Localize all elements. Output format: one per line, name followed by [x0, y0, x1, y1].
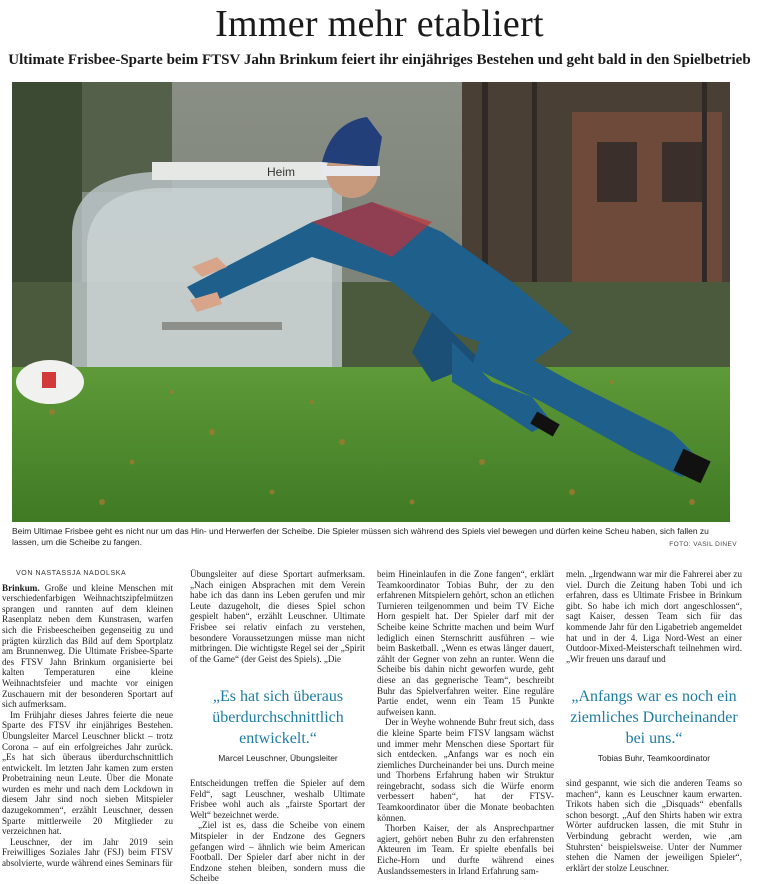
paragraph: Thorben Kaiser, der als Ansprechpartner agiert, gehört neben Buhr zu den erfahrensten Akteuren im Team. Er spielte ebenfalls bei Eiche-Horn und durfte während eines Auslandssemesters in Irland Erfahrung sam-	[377, 823, 554, 876]
paragraph: Entscheidungen treffen die Spieler auf dem Feld“, sagt Leuschner, weshalb Ultimate Frisbee wohl auch als „fairste Sportart der Welt“ bezeichnet werde.	[190, 778, 365, 820]
dateline: Brinkum.	[2, 582, 40, 593]
article-column-3	[377, 569, 554, 876]
photo-caption: Beim Ultimae Frisbee geht es nicht nur um das Hin- und Herwerfen der Scheibe. Die Spieler müssen sich während des Spiels viel bewegen und dürfen keine Scheu haben, sich fallen zu lassen, um die Scheibe zu fangen.	[12, 526, 709, 547]
paragraph: „Ziel ist es, dass die Scheibe von einem Mitspieler in der Endzone des Gegners gefangen wird – ähnlich wie beim American Football. Der Spieler darf aber nicht in der Endzone stehen bleiben, sondern muss die Scheibe	[190, 820, 365, 884]
article-column-4-bottom	[566, 778, 742, 873]
article-column-2-bottom	[190, 778, 365, 884]
pull-quote-2	[566, 686, 742, 763]
paragraph: meln. „Irgendwann war mir die Fahrerei aber zu viel. Durch die Zeitung haben Tobi und ich erfahren, dass es Ultimate Frisbee in Brinkum gibt. So habe ich mich dort angeschlossen“, sagt Kaiser, dessen Team sich für das kommende Jahr für den Ligabetrieb angemeldet hat und in der 4. Liga Nord-West an einer Outdoor-Mixed-Meisterschaft teilnehmen wird. „Wir freuen uns darauf und	[566, 569, 742, 664]
dugout-sign: Heim	[267, 165, 296, 179]
paragraph: beim Hineinlaufen in die Zone fangen“, erklärt Teamkoordinator Tobias Buhr, der zu den erfahrenen Mitspielern gehört, schon an etlichen Turnieren teilgenommen und beim TV Eiche Horn gespielt hat. Der Spieler darf mit der Scheibe keine Schritte machen und beim Wurf lediglich einen Sternschritt ausführen – wie beim Basketball. „Wenn es etwas länger dauert, zählt der Gegner von zehn an runter. Wenn die Scheibe bis dahin nicht geworfen wurde, geht diese an das gegnerische Team“, beschreibt Buhr das Spielverfahren weiter. Eine reguläre Partie endet, wenn ein Team 15 Punkte aufweisen kann.	[377, 569, 554, 717]
photo-credit: FOTO: VASIL DINEV	[669, 541, 737, 548]
pull-quote-text: „Anfangs war es noch ein ziemliches Durcheinander bei uns.“	[570, 688, 738, 747]
article-column-1	[2, 569, 173, 869]
paragraph: Im Frühjahr dieses Jahres feierte die neue Sparte des FTSV ihr einjähriges Bestehen. Übungsleiter Marcel Leuschner blickt – trotz Corona – auf ein erfolgreiches Jahr zurück. „Es hat sich überaus überdurchschnittlich entwickelt. Im letzten Jahr kamen zum ersten Probetraining neun Leute. Über die Monate wurden es mehr und nach dem Lockdown in diesem Jahr sind noch sieben Mitspieler dazugekommen“, erzählt Leuschner, dessen Sparte mittlerweile 20 Mitglieder zu verzeichnen hat.	[2, 709, 173, 837]
pull-quote-attribution: Marcel Leuschner, Übungsleiter	[218, 753, 338, 763]
paragraph: Der in Weyhe wohnende Buhr freut sich, dass die kleine Sparte beim FTSV langsam wächst und immer mehr Menschen diese Sportart für sich entdecken. „Anfangs war es noch ein ziemliches Durcheinander bei uns. Durch meine und Thorbens Erfahrung haben wir Struktur reingebracht, sodass sich die Würfe enorm verbessert haben“, hat der FTSV-Teamkoordinator über die Monate beobachten können.	[377, 717, 554, 823]
paragraph: Übungsleiter auf diese Sportart aufmerksam. „Nach einigen Absprachen mit dem Verein habe ich das dann ins Leben gerufen und mir Leute dazugeholt, die dieses Spiel schon gespielt haben“, erzählt Leuschner. Ultimate Frisbee sei relativ einfach zu verstehen, besondere Voraussetzungen müsse man nicht mitbringen. Die wichtigste Regel sei der „Spirit of the Game“ (der Geist des Spiels). „Die	[190, 569, 365, 664]
article-photo	[12, 82, 730, 522]
pull-quote-attribution: Tobias Buhr, Teamkoordinator	[597, 753, 711, 763]
paragraph: sind gespannt, wie sich die anderen Teams so machen“, kann es Leuschner kaum erwarten. Trikots haben sich die „Disquads“ ebenfalls schon besorgt. „Auf den Shirts haben wir extra Wörter aufdrucken lassen, die mit Stuhr in Verbindung gebracht werden, wie ‚am Stuhrsten‘ beispielsweise. Unter der Nummer stehen die Namen der jeweiligen Spieler“, erklärt der stolze Leuschner.	[566, 778, 742, 873]
pull-quote-1	[190, 686, 366, 763]
pull-quote-text: „Es hat sich überaus überdurchschnittlich entwickelt.“	[212, 688, 344, 747]
article-subheadline: Ultimate Frisbee-Sparte beim FTSV Jahn Brinkum feiert ihr einjähriges Bestehen und geht bald in den Spielbetrieb	[8, 52, 751, 68]
paragraph: Leuschner, der im Jahr 2019 sein Freiwilliges Soziales Jahr (FSJ) beim FTSV absolvierte, wurde während eines Seminars für	[2, 836, 173, 869]
paragraph: Große und kleine Menschen mit verschiedenfarbigen Weihnachtszipfelmützen sprangen und rannten auf dem kleinen Rasenplatz neben dem Kunstrasen, warfen sich die Frisbeescheiben gegenseitig zu und prägten kürzlich das Bild auf dem Sportplatz am Brunnenweg. Die Ultimate Frisbee-Sparte des FTSV Jahn Brinkum organisierte bei kalten Temperaturen eine kleine Weihnachtsfeier und machte vor einigen Zuschauern mit der besonderen Sportart auf sich aufmerksam.	[2, 582, 173, 710]
article-column-2-top	[190, 569, 365, 664]
article-column-4-top	[566, 569, 742, 664]
article-headline: Immer mehr etabliert	[215, 3, 544, 45]
byline: VON NASTASSJA NADOLSKA	[16, 570, 127, 577]
